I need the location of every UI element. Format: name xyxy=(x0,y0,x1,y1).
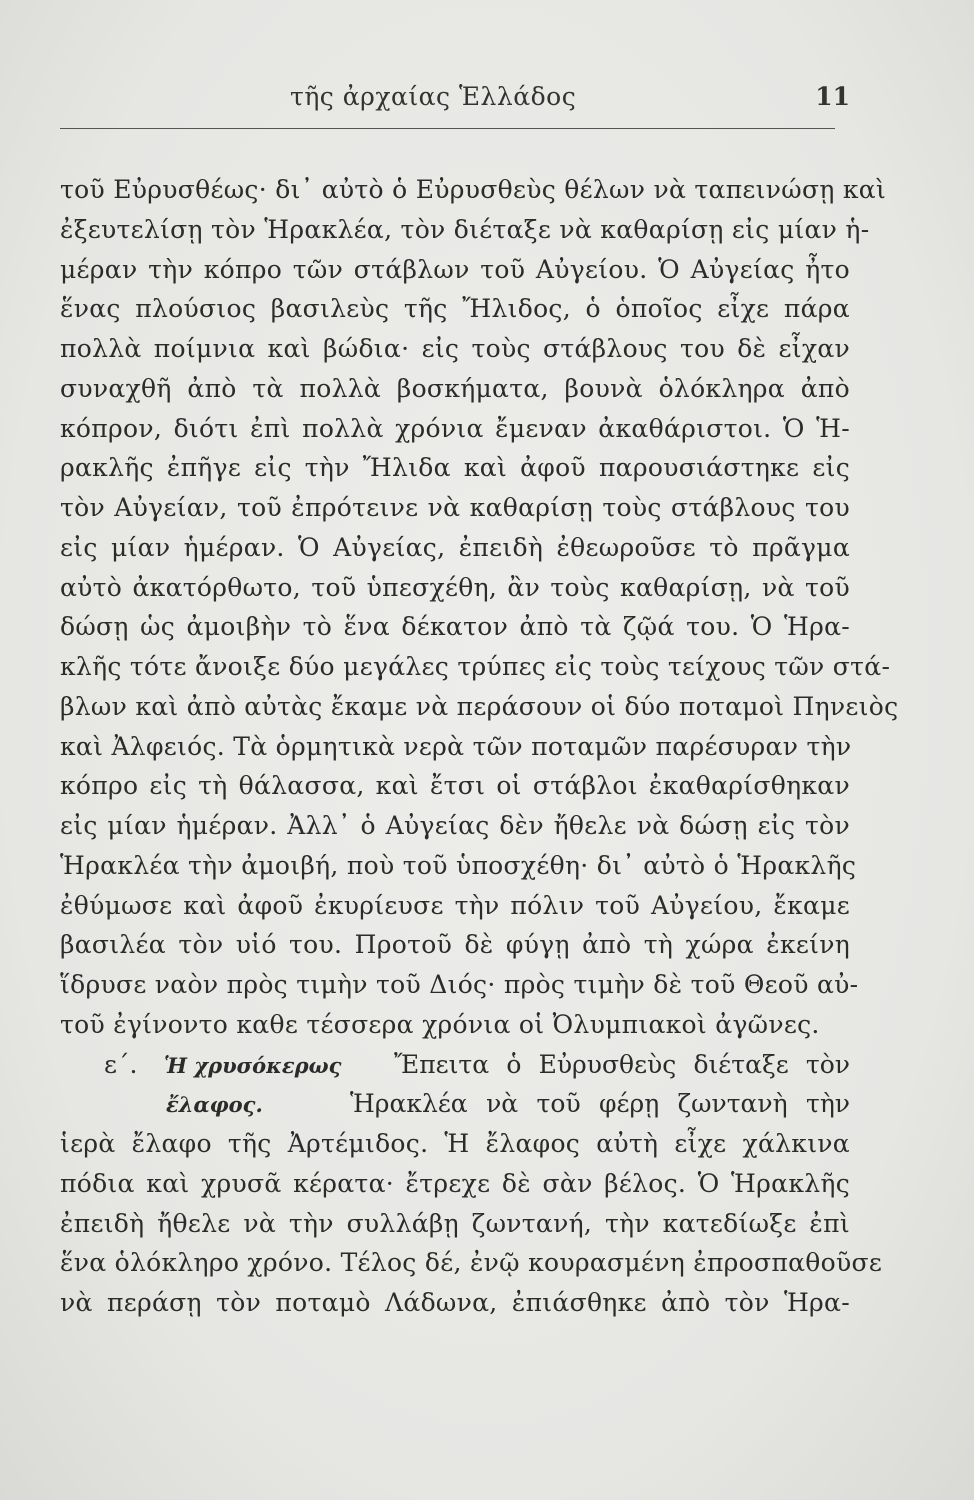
text-line: δώσῃ ὡς ἀμοιβὴν τὸ ἕνα δέκατον ἀπὸ τὰ ζῷά του. Ὁ Ἡρα- xyxy=(60,612,850,642)
page-number: 11 xyxy=(815,82,850,111)
text-line: συναχθῆ ἀπὸ τὰ πολλὰ βοσκήματα, βουνὰ ὁλόκληρα ἀπὸ xyxy=(60,373,850,403)
text-line: βασιλέα τὸν υἱό του. Προτοῦ δὲ φύγῃ ἀπὸ τὴ χώρα ἐκείνη xyxy=(60,930,850,960)
text-line: εἰς μίαν ἡμέραν. Ἀλλ᾽ ὁ Αὐγείας δὲν ἤθελε νὰ δώσῃ εἰς τὸν xyxy=(60,811,850,840)
text-line: ρακλῆς ἐπῆγε εἰς τὴν Ἤλιδα καὶ ἀφοῦ παρουσιάστηκε εἰς xyxy=(60,453,850,483)
header-rule xyxy=(60,128,835,129)
text-line: ἵδρυσε ναὸν πρὸς τιμὴν τοῦ Διός· πρὸς τιμὴν δὲ τοῦ Θεοῦ αὐ- xyxy=(60,970,859,999)
running-title: τῆς ἀρχαίας Ἑλλάδος xyxy=(290,82,577,111)
body-text xyxy=(60,170,899,1323)
section-text-line: Ἔπειτα ὁ Εὐρυσθεὺς διέταξε τὸν xyxy=(394,1049,850,1079)
text-line: μέραν τὴν κόπρο τῶν στάβλων τοῦ Αὐγείου. Ὁ Αὐγείας ἦτο xyxy=(60,254,850,284)
text-line: ἕνα ὁλόκληρο χρόνο. Τέλος δέ, ἐνῷ κουρασμένη ἐπροσπαθοῦσε xyxy=(60,1248,883,1278)
text-line: καὶ Ἀλφειός. Τὰ ὁρμητικὰ νερὰ τῶν ποταμῶν παρέσυραν τὴν xyxy=(60,731,852,761)
section-heading-line-2 xyxy=(60,1084,850,1124)
text-line: κόπρον, διότι ἐπὶ πολλὰ χρόνια ἔμεναν ἀκαθάριστοι. Ὁ Ἡ- xyxy=(60,413,850,443)
text-line: βλων καὶ ἀπὸ αὐτὰς ἔκαμε νὰ περάσουν οἱ δύο ποταμοὶ Πηνειὸς xyxy=(60,691,899,721)
text-line: νὰ περάσῃ τὸν ποταμὸ Λάδωνα, ἐπιάσθηκε ἀπὸ τὸν Ἡρα- xyxy=(60,1288,850,1317)
text-line: Ἡρακλέα τὴν ἀμοιβή, ποὺ τοῦ ὑποσχέθη· δι᾽ αὐτὸ ὁ Ἡρακλῆς xyxy=(60,850,857,880)
section-paragraph xyxy=(60,1124,883,1323)
section-number: ε΄. xyxy=(104,1049,138,1079)
section-heading-line-1 xyxy=(60,1045,850,1085)
section-text-line: Ἡρακλέα νὰ τοῦ φέρῃ ζωντανὴ τὴν xyxy=(350,1089,850,1119)
text-line: ἐξευτελίσῃ τὸν Ἡρακλέα, τὸν διέταξε νὰ καθαρίσῃ εἰς μίαν ἡ- xyxy=(60,214,870,244)
section-title-part-2: ἔλαφος. xyxy=(166,1092,263,1118)
text-line: πόδια καὶ χρυσᾶ κέρατα· ἔτρεχε δὲ σὰν βέλος. Ὁ Ἡρακλῆς xyxy=(60,1168,850,1198)
text-line: αὐτὸ ἀκατόρθωτο, τοῦ ὑπεσχέθη, ἂν τοὺς καθαρίσῃ, νὰ τοῦ xyxy=(60,572,850,602)
text-line: ἕνας πλούσιος βασιλεὺς τῆς Ἤλιδος, ὁ ὁποῖος εἶχε πάρα xyxy=(60,294,850,324)
text-line: ἐπειδὴ ἤθελε νὰ τὴν συλλάβῃ ζωντανή, τὴν κατεδίωξε ἐπὶ xyxy=(60,1208,850,1238)
paragraph xyxy=(60,170,899,1045)
text-line: τοῦ Εὐρυσθέως· δι᾽ αὐτὸ ὁ Εὐρυσθεὺς θέλων νὰ ταπεινώσῃ καὶ xyxy=(60,175,887,204)
text-line: εἰς μίαν ἡμέραν. Ὁ Αὐγείας, ἐπειδὴ ἐθεωροῦσε τὸ πρᾶγμα xyxy=(60,532,850,562)
text-line: τοῦ ἐγίνοντο καθε τέσσερα χρόνια οἱ Ὀλυμπιακοὶ ἀγῶνες. xyxy=(60,1009,820,1039)
text-line: ἐθύμωσε καὶ ἀφοῦ ἐκυρίευσε τὴν πόλιν τοῦ Αὐγείου, ἔκαμε xyxy=(60,890,850,920)
page-header xyxy=(60,82,850,122)
text-line: κλῆς τότε ἄνοιξε δύο μεγάλες τρύπες εἰς τοὺς τείχους τῶν στά- xyxy=(60,652,891,681)
text-line: κόπρο εἰς τὴ θάλασσα, καὶ ἔτσι οἱ στάβλοι ἐκαθαρίσθηκαν xyxy=(60,771,850,801)
text-line: πολλὰ ποίμνια καὶ βώδια· εἰς τοὺς στάβλους του δὲ εἶχαν xyxy=(60,334,850,363)
section-title-part-1: Ἡ χρυσόκερως xyxy=(164,1052,342,1078)
text-line: τὸν Αὐγείαν, τοῦ ἐπρότεινε νὰ καθαρίσῃ τοὺς στάβλους του xyxy=(60,493,850,522)
text-line: ἱερὰ ἔλαφο τῆς Ἀρτέμιδος. Ἡ ἔλαφος αὐτὴ εἶχε χάλκινα xyxy=(60,1129,850,1158)
